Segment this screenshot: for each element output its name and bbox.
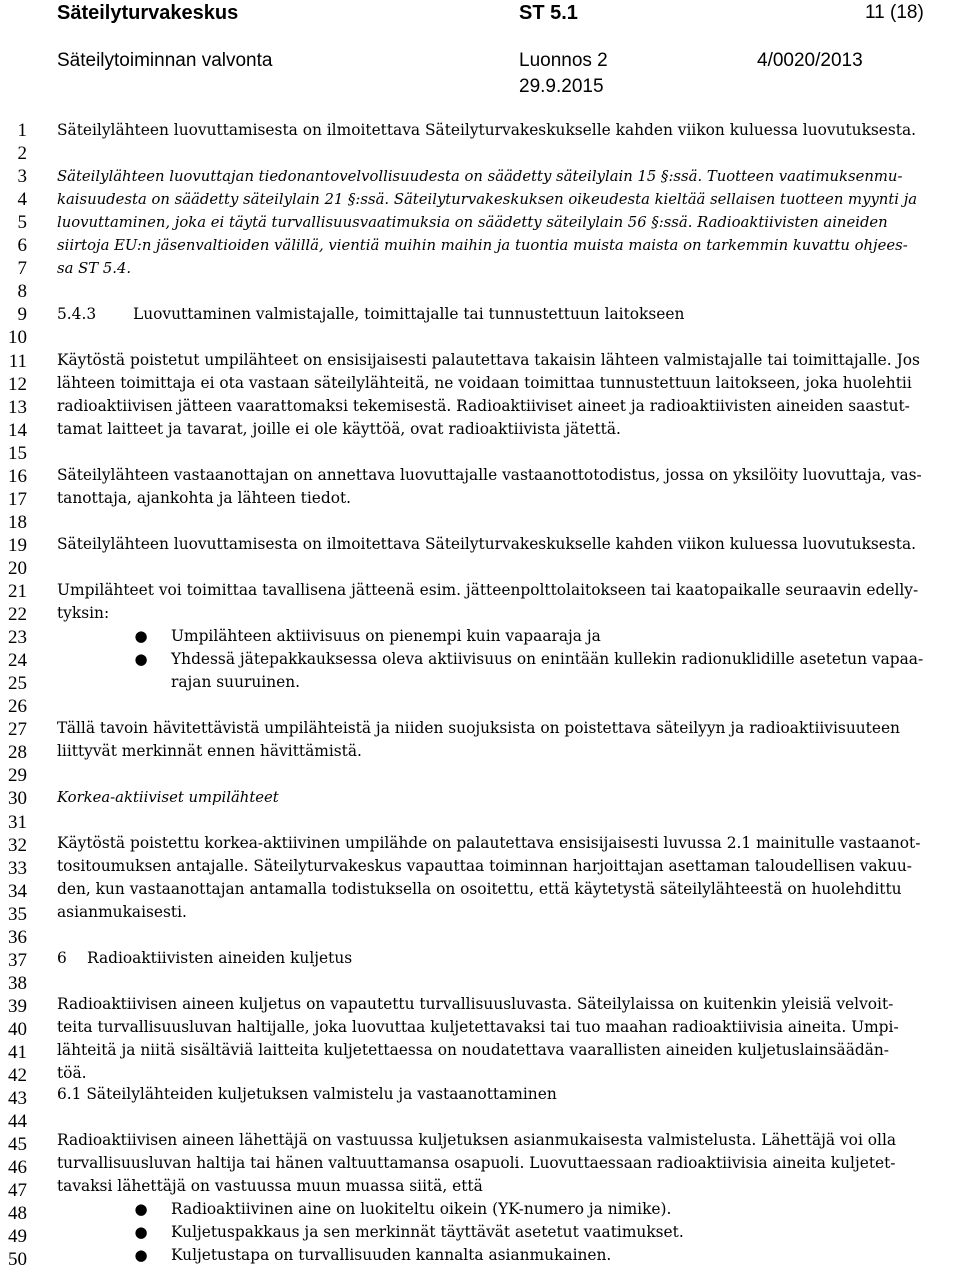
line-number: 34 [8, 880, 27, 902]
list-item-49: Kuljetuspakkaus ja sen merkinnät täyttävät asetetut vaatimukset. [171, 1223, 684, 1241]
text-line-4: kaisuudesta on säädetty säteilylain 21 §:ssä. Säteilyturvakeskuksen oikeudesta kieltää sellaisen tuotteen myynti ja [57, 191, 918, 208]
text-line-7: sa ST 5.4. [57, 260, 132, 277]
bullet-icon: ● [134, 627, 148, 645]
line-number: 30 [8, 788, 27, 810]
text-line-46: turvallisuusluvan haltija tai hänen valtuuttamansa osapuoli. Luovuttaessaan radioaktiivisia aineita kuljetet- [57, 1154, 896, 1172]
line-number: 9 [17, 304, 27, 326]
line-number: 44 [8, 1111, 27, 1133]
line-number: 21 [8, 581, 27, 602]
line-number: 40 [8, 1018, 27, 1040]
list-item-25: rajan suuruinen. [171, 673, 301, 691]
header-page-number: 11 (18) [865, 2, 924, 23]
bullet-icon: ● [134, 1246, 148, 1264]
text-line-45: Radioaktiivisen aineen lähettäjä on vastuussa kuljetuksen asianmukaisesta valmistelusta. Lähettäjä voi olla [57, 1131, 897, 1149]
line-number: 4 [17, 189, 27, 211]
line-number: 17 [8, 488, 27, 510]
line-number: 19 [8, 534, 27, 556]
line-number: 39 [8, 995, 27, 1017]
text-line-27: Tällä tavoin hävitettävistä umpilähteistä ja niiden suojuksista on poistettava säteilyyn ja radioaktiivisuuteen [57, 719, 900, 737]
text-line-14: tamat laitteet ja tavarat, joille ei ole käyttöä, ovat radioaktiivista jätettä. [57, 420, 621, 438]
header-draft-status: Luonnos 2 [519, 50, 608, 71]
header-reference-number: 4/0020/2013 [757, 50, 863, 71]
line-number: 20 [8, 557, 27, 579]
header-department: Säteilytoiminnan valvonta [57, 50, 273, 71]
line-number: 2 [17, 143, 27, 165]
text-line-17: tanottaja, ajankohta ja lähteen tiedot. [57, 489, 352, 507]
line-number: 33 [8, 857, 27, 879]
line-number: 48 [8, 1203, 27, 1225]
header-guide-number: ST 5.1 [519, 2, 578, 24]
text-line-39: Radioaktiivisen aineen kuljetus on vapautettu turvallisuusluvasta. Säteilylaissa on kuitenkin yleisiä velvoit- [57, 995, 894, 1013]
line-number: 5 [17, 212, 27, 234]
line-number: 27 [8, 719, 27, 741]
text-line-35: asianmukaisesti. [57, 903, 187, 921]
line-number: 42 [8, 1065, 27, 1087]
line-number: 25 [8, 673, 27, 695]
line-number: 12 [8, 373, 27, 395]
bullet-icon: ● [134, 1223, 148, 1241]
list-item-24: Yhdessä jätepakkauksessa oleva aktiivisuus on enintään kullekin radionuklidille asetetun vapaa- [171, 650, 924, 668]
line-number: 7 [17, 258, 27, 280]
line-number: 46 [8, 1157, 27, 1179]
line-number: 1 [17, 120, 27, 141]
line-number: 43 [8, 1088, 27, 1110]
text-line-21: Umpilähteet voi toimittaa tavallisena jätteenä esim. jätteenpolttolaitokseen tai kaatopaikalle seuraavin edelly- [57, 581, 919, 599]
line-number: 22 [8, 604, 27, 626]
line-number: 16 [8, 465, 27, 487]
text-line-41: lähteitä ja niitä sisältäviä laitteita kuljetettaessa on noudatettava vaarallisten aineiden kuljetuslainsäädän- [57, 1041, 890, 1059]
line-number: 35 [8, 903, 27, 925]
line-number: 50 [8, 1249, 27, 1270]
text-line-34: den, kun vastaanottajan antamalla todistuksella on osoitettu, että käytetystä säteilylähteestä on huolehdittu [57, 880, 902, 898]
list-item-23: Umpilähteen aktiivisuus on pienempi kuin vapaaraja ja [171, 627, 601, 645]
header-date: 29.9.2015 [519, 76, 604, 97]
list-item-50: Kuljetustapa on turvallisuuden kannalta asianmukainen. [171, 1246, 612, 1264]
section-title-6: Radioaktiivisten aineiden kuljetus [87, 949, 353, 967]
text-line-32: Käytöstä poistettu korkea-aktiivinen umpilähde on palautettava ensisijaisesti luvussa 2.1 mainitulle vastaanot- [57, 834, 921, 852]
line-number: 23 [8, 627, 27, 649]
section-number-5-4-3: 5.4.3 [57, 305, 97, 323]
text-line-11: Käytöstä poistetut umpilähteet on ensisijaisesti palautettava takaisin lähteen valmistajalle tai toimittajalle. Jos [57, 351, 920, 369]
line-number: 45 [8, 1134, 27, 1156]
bullet-icon: ● [134, 650, 148, 668]
section-title-5-4-3: Luovuttaminen valmistajalle, toimittajalle tai tunnustettuun laitokseen [133, 305, 685, 323]
line-number: 49 [8, 1226, 27, 1248]
line-number: 15 [8, 442, 27, 464]
header-organization: Säteilyturvakeskus [57, 2, 239, 24]
text-line-5: luovuttaminen, joka ei täytä turvallisuusvaatimuksia on säädetty säteilylain 56 §:ssä. Radioaktiivisten aineiden [57, 214, 888, 231]
line-number: 31 [8, 811, 27, 833]
line-number: 37 [8, 949, 27, 971]
list-item-48: Radioaktiivinen aine on luokiteltu oikein (YK-numero ja nimike). [171, 1200, 672, 1218]
line-number: 3 [17, 166, 27, 188]
section-number-6: 6 [57, 949, 67, 967]
text-line-12: lähteen toimittaja ei ota vastaan säteilylähteitä, ne voidaan toimittaa tunnustettuun laitokseen, joka huolehtii [57, 374, 912, 392]
text-line-1: Säteilylähteen luovuttamisesta on ilmoitettava Säteilyturvakeskukselle kahden viikon kuluessa luovutuksesta. [57, 121, 917, 139]
line-number: 29 [8, 765, 27, 787]
text-line-3: Säteilylähteen luovuttajan tiedonantovelvollisuudesta on säädetty säteilylain 15 §:ssä. Tuotteen vaatimuksenmu- [57, 168, 903, 185]
line-number: 18 [8, 511, 27, 533]
line-number: 47 [8, 1180, 27, 1202]
line-number: 13 [8, 396, 27, 418]
text-line-47: tavaksi lähettäjä on vastuussa muun muassa siitä, että [57, 1177, 483, 1195]
line-number: 38 [8, 972, 27, 994]
line-number: 10 [8, 327, 27, 349]
section-heading-6-1: 6.1 Säteilylähteiden kuljetuksen valmistelu ja vastaanottaminen [57, 1085, 557, 1103]
line-number: 36 [8, 926, 27, 948]
text-line-33: tositoumuksen antajalle. Säteilyturvakeskus vapauttaa toiminnan harjoittajan asettaman taloudellisen vakuu- [57, 857, 912, 875]
text-line-40: teita turvallisuusluvan haltijalle, joka luovuttaa kuljetettavaksi tai tuo maahan radioaktiivisia aineita. Umpi- [57, 1018, 899, 1036]
line-number: 41 [8, 1042, 27, 1063]
text-line-13: radioaktiivisen jätteen vaarattomaksi tekemisestä. Radioaktiiviset aineet ja radioaktiivisten aineiden saastut- [57, 397, 910, 415]
text-line-22: tyksin: [57, 604, 110, 622]
line-number: 26 [8, 696, 27, 718]
text-line-6: siirtoja EU:n jäsenvaltioiden välillä, vientiä muihin maihin ja tuontia muista maista on tarkemmin kuvattu ohjees- [57, 237, 908, 254]
bullet-icon: ● [134, 1200, 148, 1218]
line-number: 28 [8, 742, 27, 764]
text-line-16: Säteilylähteen vastaanottajan on annettava luovuttajalle vastaanottotodistus, jossa on yksilöity luovuttaja, vas- [57, 466, 922, 484]
text-line-28: liittyvät merkinnät ennen hävittämistä. [57, 742, 362, 760]
line-number: 8 [17, 281, 27, 303]
subheading-high-activity-sources: Korkea-aktiiviset umpilähteet [57, 789, 279, 806]
line-number: 32 [8, 834, 27, 856]
text-line-42: töä. [57, 1064, 87, 1082]
line-number: 24 [8, 650, 27, 672]
line-number: 6 [17, 235, 27, 257]
line-number: 11 [8, 350, 27, 372]
line-number: 14 [8, 419, 27, 441]
text-line-19: Säteilylähteen luovuttamisesta on ilmoitettava Säteilyturvakeskukselle kahden viikon kuluessa luovutuksesta. [57, 535, 917, 553]
